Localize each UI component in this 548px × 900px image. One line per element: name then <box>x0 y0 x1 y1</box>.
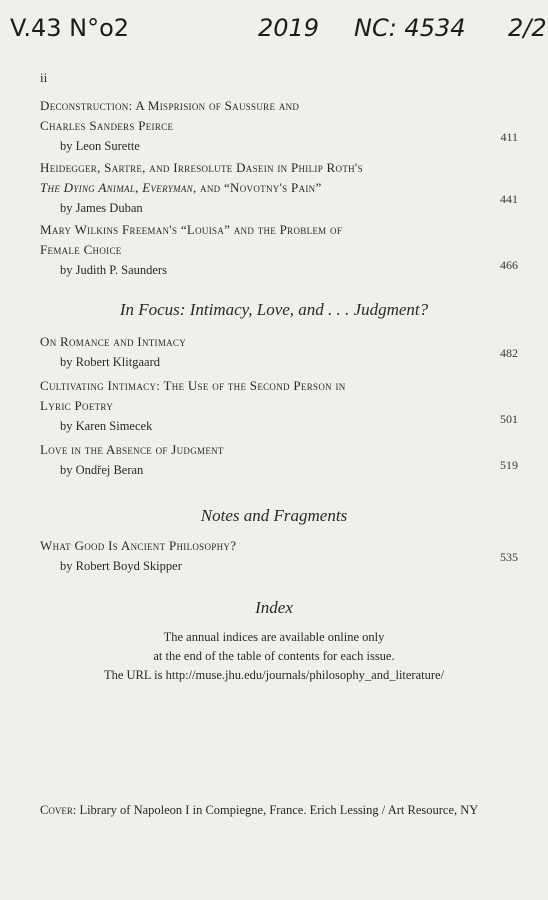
entry-author: by Robert Klitgaard <box>60 355 160 369</box>
handwritten-call-number: NC: 4534 <box>354 14 466 42</box>
entry-author: by James Duban <box>60 201 143 215</box>
entry-page-number: 441 <box>500 192 518 206</box>
toc-entry-beran <box>40 440 518 480</box>
entry-author: by Ondřej Beran <box>60 463 144 477</box>
handwritten-fraction: 2/2 <box>508 14 547 42</box>
entry-title-line: On Romance and Intimacy <box>40 334 187 349</box>
entry-author: by Leon Surette <box>60 139 140 153</box>
entry-title-line: Heidegger, Sartre, and Irresolute Dasein in Philip Roth's <box>40 160 363 175</box>
entry-title-line: Lyric Poetry <box>40 398 114 413</box>
index-note <box>40 628 508 685</box>
entry-title-line: Deconstruction: A Misprision of Saussure and <box>40 98 300 113</box>
toc-entry-skipper <box>40 536 518 576</box>
entry-author: by Robert Boyd Skipper <box>60 559 182 573</box>
entry-author: by Judith P. Saunders <box>60 263 167 277</box>
section-heading-in-focus: In Focus: Intimacy, Love, and . . . Judgment? <box>119 300 429 319</box>
entry-author: by Karen Simecek <box>60 419 153 433</box>
cover-label: Cover: <box>40 803 77 817</box>
entry-title-line: Female Choice <box>40 242 122 257</box>
entry-title-line: Mary Wilkins Freeman's “Louisa” and the Problem of <box>40 222 343 237</box>
entry-page-number: 466 <box>500 258 518 272</box>
entry-title-line: What Good Is Ancient Philosophy? <box>40 538 237 553</box>
entry-title-line: Love in the Absence of Judgment <box>40 442 224 457</box>
entry-page-number: 482 <box>500 346 518 360</box>
toc-entry-saunders <box>40 220 518 280</box>
entry-title-rest: , and “Novotny's Pain” <box>192 180 322 195</box>
toc-entry-duban <box>40 158 518 218</box>
index-line: at the end of the table of contents for each issue. <box>153 649 395 663</box>
handwritten-year: 2019 <box>258 14 320 42</box>
cover-text: Library of Napoleon I in Compiegne, France. Erich Lessing / Art Resource, NY <box>76 803 479 817</box>
index-line: The URL is http://muse.jhu.edu/journals/philosophy_and_literature/ <box>103 668 445 682</box>
entry-title-italic: The Dying Animal <box>40 180 136 195</box>
section-heading-notes: Notes and Fragments <box>200 506 348 525</box>
entry-page-number: 519 <box>500 458 518 472</box>
toc-entry-surette <box>40 96 518 156</box>
index-line: The annual indices are available online only <box>163 630 385 644</box>
toc-entry-simecek <box>40 376 518 436</box>
entry-title-separator: , <box>135 180 143 195</box>
entry-page-number: 501 <box>500 412 518 426</box>
toc-entry-klitgaard <box>40 332 518 372</box>
entry-page-number: 411 <box>500 130 518 144</box>
handwritten-volume: V.43 N°o2 <box>10 14 130 42</box>
entry-title-line: Charles Sanders Peirce <box>40 118 174 133</box>
section-heading-index: Index <box>255 598 293 617</box>
handwritten-annotation <box>10 8 547 48</box>
entry-page-number: 535 <box>500 550 518 564</box>
cover-credit <box>40 801 492 820</box>
entry-title-line: Cultivating Intimacy: The Use of the Second Person in <box>40 378 346 393</box>
page-number: ii <box>40 70 48 85</box>
entry-title-italic: Everyman <box>142 180 193 195</box>
entry-title-line <box>40 178 518 198</box>
